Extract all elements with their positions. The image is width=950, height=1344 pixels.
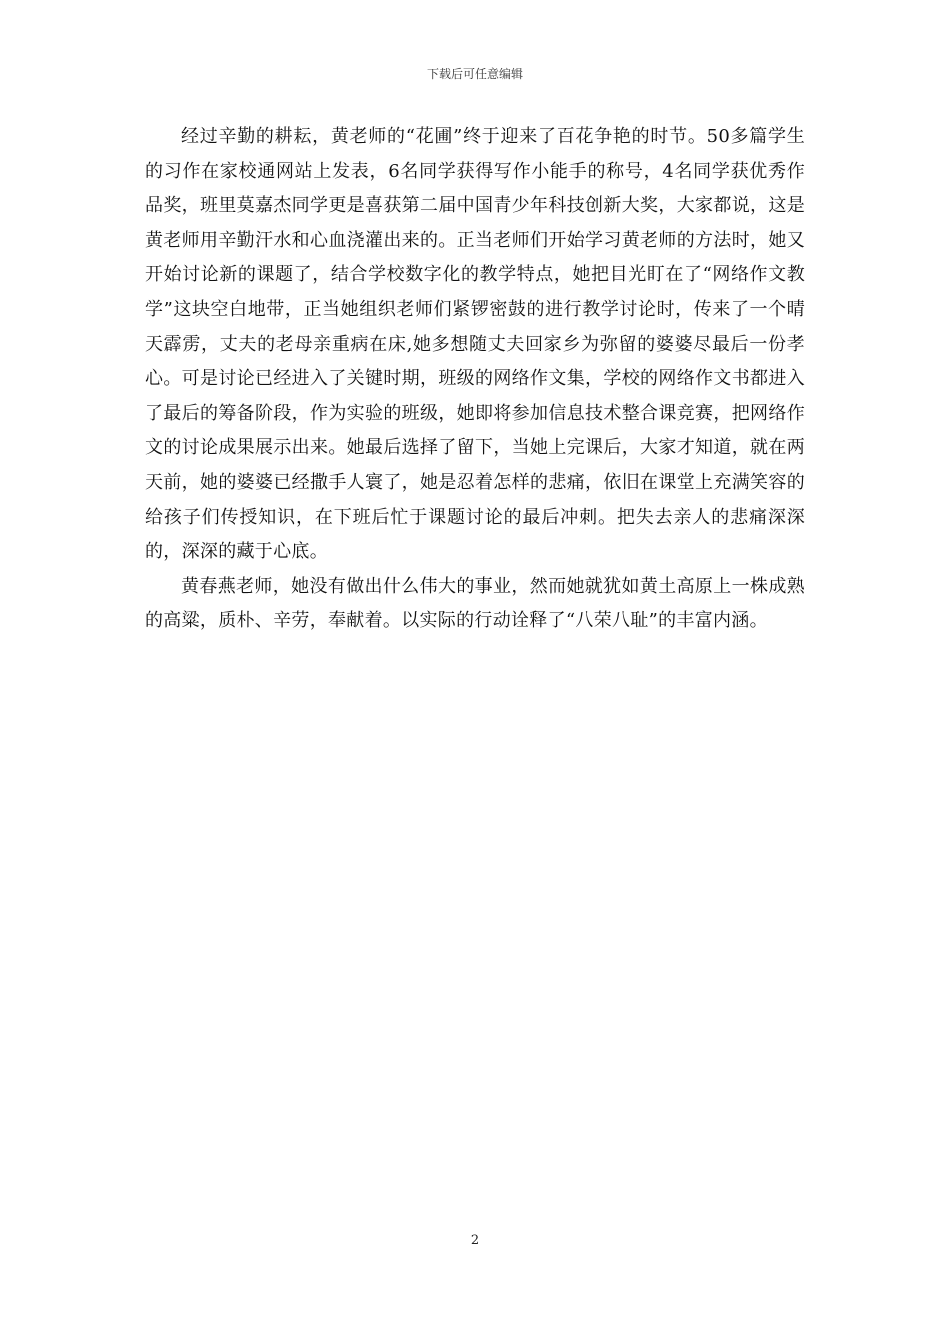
document-body (145, 120, 805, 639)
paragraph-achievements: 经过辛勤的耕耘，黄老师的“花圃”终于迎来了百花争艳的时节。50多篇学生的习作在家校通网站上发表，6名同学获得写作小能手的称号，4名同学获优秀作品奖，班里莫嘉杰同学更是喜获第二届中国青少年科技创新大奖，大家都说，这是黄老师用辛勤汗水和心血浇灌出来的。正当老师们开始学习黄老师的方法时，她又开始讨论新的课题了，结合学校数字化的教学特点，她把目光盯在了“网络作文教学”这块空白地带，正当她组织老师们紧锣密鼓的进行教学讨论时，传来了一个晴天霹雳，丈夫的老母亲重病在床,她多想随丈夫回家乡为弥留的婆婆尽最后一份孝心。可是讨论已经进入了关键时期，班级的网络作文集，学校的网络作文书都进入了最后的筹备阶段，作为实验的班级，她即将参加信息技术整合课竞赛，把网络作文的讨论成果展示出来。她最后选择了留下，当她上完课后，大家才知道，就在两天前，她的婆婆已经撒手人寰了，她是忍着怎样的悲痛，依旧在课堂上充满笑容的给孩子们传授知识，在下班后忙于课题讨论的最后冲刺。把失去亲人的悲痛深深的，深深的藏于心底。 (145, 126, 805, 563)
page-number: 2 (470, 1233, 480, 1248)
paragraph-conclusion: 黄春燕老师，她没有做出什么伟大的事业，然而她就犹如黄土高原上一株成熟的高粱，质朴、辛劳，奉献着。以实际的行动诠释了“八荣八耻”的丰富内涵。 (145, 575, 805, 632)
page-header: 下载后可任意编辑 (426, 67, 523, 81)
